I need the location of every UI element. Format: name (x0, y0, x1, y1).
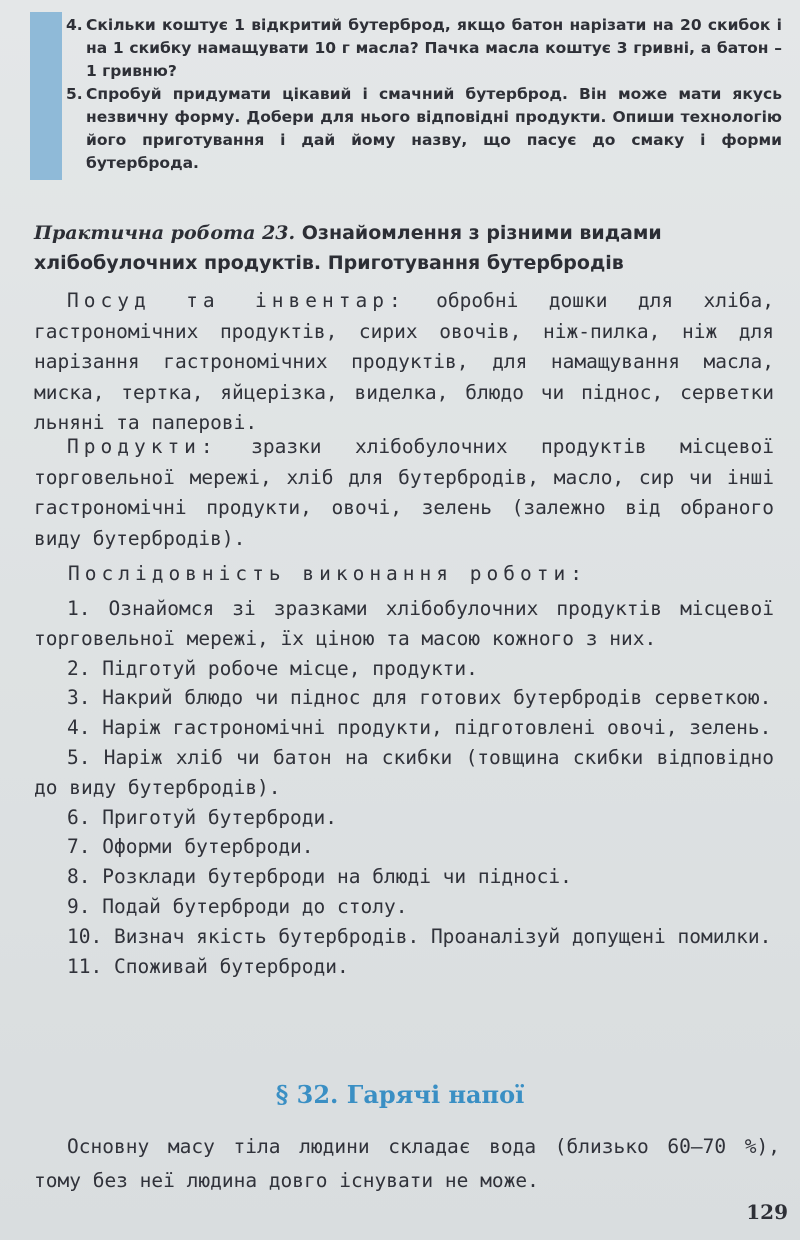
task-number: 4. (66, 16, 83, 34)
step-item: 7. Оформи бутерброди. (67, 835, 314, 859)
products-text: зразки хлібобулочних продуктів місцевої торговельної мережі, хліб для бутербродів, масло, сир чи інші гастрономічні продукти, овочі, зелень (залежно від обраного виду бутербродів). (34, 435, 774, 550)
products-label: Продукти: (67, 435, 218, 458)
equipment-paragraph (34, 286, 774, 439)
practical-work-heading: Ознайомлення з різними видами хлібобулочних продуктів. Приготування бутербродів (34, 222, 662, 274)
step-item: 1. Ознайомся зі зразками хлібобулочних продуктів місцевої торговельної мережі, їх ціною та масою кожного з них. (34, 597, 774, 650)
task-text: Спробуй придумати цікавий і смачний бутерброд. Він може мати якусь незвичну форму. Добери для нього відповідні продукти. Опиши технологію його приготування і дай йому назву, що пасує до смаку і форми бутерброда. (86, 85, 782, 172)
task-item (66, 83, 782, 175)
step-item: 10. Визнач якість бутербродів. Проаналізуй допущені помилки. (67, 924, 772, 948)
step-item: 8. Розклади бутерброди на блюді чи підносі. (67, 865, 572, 889)
step-item: 11. Споживай бутерброди. (67, 954, 349, 978)
task-text: Скільки коштує 1 відкритий бутерброд, якщо батон нарізати на 20 скибок і на 1 скибку намащувати 10 г масла? Пачка масла коштує 3 гривні, а батон – 1 гривню? (86, 16, 782, 80)
task-list (66, 14, 782, 175)
equipment-label: Посуд та інвентар: (67, 289, 406, 312)
products-paragraph (34, 432, 774, 554)
section-title: § 32. Гарячі напої (275, 1080, 525, 1109)
equipment-text: обробні дошки для хліба, гастрономічних продуктів, сирих овочів, ніж-пилка, ніж для нарізання гастрономічних продуктів, для намащування масла, миска, тертка, яйцерізка, виделка, блюдо чи піднос, серветки льняні та паперові. (34, 289, 774, 435)
task-item (66, 14, 782, 83)
section-intro: Основну масу тіла людини складає вода (близько 60–70 %), тому без неї людина довго існувати не може. (34, 1135, 780, 1192)
step-item: 5. Наріж хліб чи батон на скибки (товщина скибки відповідно до виду бутербродів). (34, 745, 774, 799)
step-item: 3. Накрий блюдо чи піднос для готових бутербродів серветкою. (67, 686, 772, 710)
task-number: 5. (66, 85, 83, 103)
practical-work-title (34, 218, 764, 278)
sequence-heading: Послідовність виконання роботи: (68, 562, 587, 585)
step-item: 2. Підготуй робоче місце, продукти. (67, 656, 478, 680)
page-number: 129 (746, 1200, 788, 1224)
step-item: 4. Наріж гастрономічні продукти, підготовлені овочі, зелень. (67, 716, 772, 740)
step-item: 9. Подай бутерброди до столу. (67, 894, 408, 918)
practical-work-label: Практична робота 23. (34, 222, 296, 244)
step-item: 6. Приготуй бутерброди. (67, 805, 338, 829)
steps-list (34, 594, 774, 981)
sidebar-accent-bar (30, 12, 62, 180)
